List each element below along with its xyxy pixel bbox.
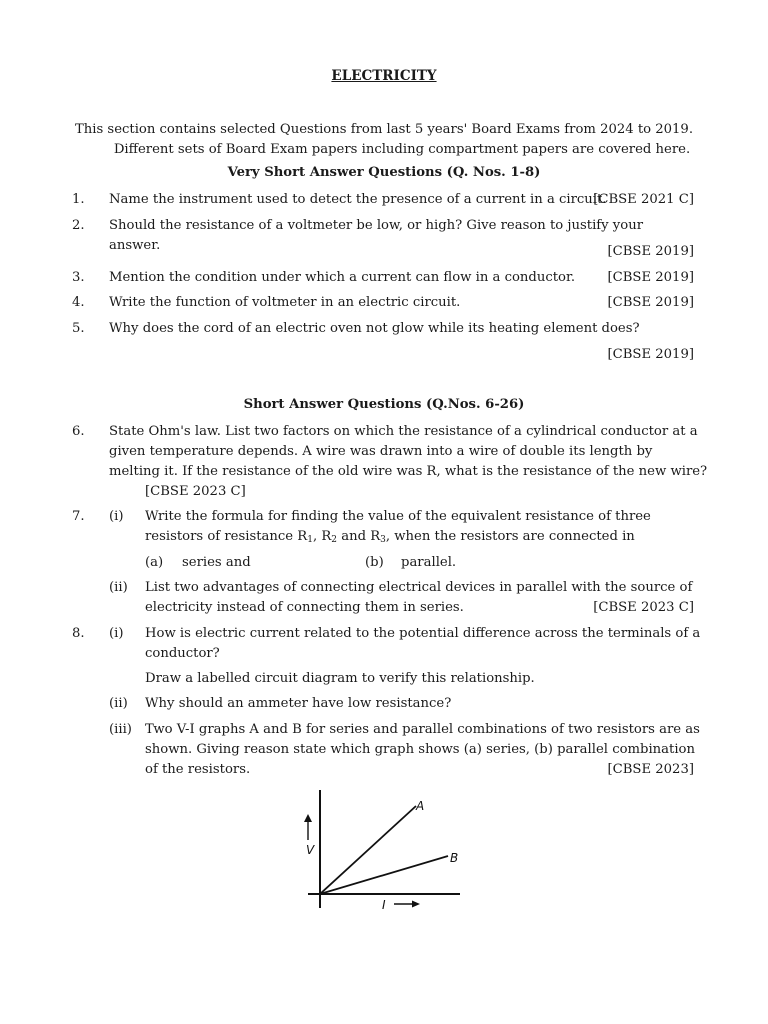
- question-line: Draw a labelled circuit diagram to verify this relationship.: [145, 671, 535, 686]
- question-5: [72, 319, 696, 365]
- exam-tag: [CBSE 2021 C]: [593, 192, 694, 207]
- option-text: parallel.: [401, 555, 457, 570]
- question-number: 4.: [72, 295, 85, 310]
- v-axis-label: V: [306, 843, 315, 857]
- i-arrow-head: [412, 901, 420, 908]
- section-heading-very-short: Very Short Answer Questions (Q. Nos. 1-8): [227, 165, 541, 180]
- text-segment: and R: [337, 529, 381, 544]
- question-2: [72, 216, 696, 262]
- sub-question-label: (ii): [109, 580, 128, 595]
- exam-tag: [CBSE 2019]: [607, 347, 694, 362]
- question-line: Write the formula for finding the value of the equivalent resistance of three: [145, 509, 651, 524]
- sub-question-text: [145, 624, 701, 689]
- exam-tag: [CBSE 2019]: [607, 244, 694, 259]
- page-title: ELECTRICITY: [331, 68, 437, 84]
- sub-question-label: (ii): [109, 696, 128, 711]
- question-line: State Ohm's law. List two factors on which the resistance of a cylindrical conductor at a: [109, 424, 698, 439]
- question-number: 5.: [72, 321, 85, 336]
- question-7: [72, 507, 696, 617]
- question-line: How is electric current related to the potential difference across the terminals of a: [145, 626, 701, 641]
- exam-tag: [CBSE 2023 C]: [593, 600, 694, 615]
- text-segment: , when the resistors are connected in: [385, 529, 635, 544]
- option-row: [145, 553, 545, 573]
- intro-line-2: Different sets of Board Exam papers including compartment papers are covered here.: [113, 142, 691, 157]
- vi-graph-diagram: [300, 784, 472, 914]
- question-3: [72, 268, 696, 288]
- i-axis-label: I: [382, 898, 386, 912]
- sub-question-text: Why should an ammeter have low resistance?: [145, 696, 452, 711]
- v-arrow-head: [304, 814, 312, 822]
- question-number: 6.: [72, 424, 85, 439]
- question-text: Name the instrument used to detect the presence of a current in a circuit.: [109, 192, 607, 207]
- option-label: (a): [145, 555, 164, 570]
- question-number: 8.: [72, 626, 85, 641]
- sub-question-label: (i): [109, 626, 124, 641]
- question-line: shown. Giving reason state which graph shows (a) series, (b) parallel combination: [145, 742, 695, 757]
- question-text: Mention the condition under which a current can flow in a conductor.: [109, 270, 576, 285]
- question-text: Why does the cord of an electric oven not glow while its heating element does?: [109, 321, 640, 336]
- line-b-label: B: [450, 851, 459, 865]
- question-8: [72, 624, 701, 784]
- question-number: 1.: [72, 192, 85, 207]
- option-label: (b): [365, 555, 384, 570]
- question-line: [145, 527, 696, 548]
- question-text: Write the function of voltmeter in an electric circuit.: [109, 295, 461, 310]
- question-1: [72, 190, 696, 210]
- exam-tag: [CBSE 2023 C]: [145, 484, 246, 499]
- question-line: of the resistors.: [145, 762, 251, 777]
- question-text: Should the resistance of a voltmeter be low, or high? Give reason to justify your answer.: [109, 218, 643, 253]
- sub-question-label: (i): [109, 509, 124, 524]
- question-6: [72, 422, 708, 504]
- question-line: given temperature depends. A wire was drawn into a wire of double its length by: [109, 444, 653, 459]
- question-number: 7.: [72, 509, 85, 524]
- question-line: melting it. If the resistance of the old wire was R, what is the resistance of the new wire?: [109, 464, 708, 479]
- line-a-label: A: [416, 799, 425, 813]
- exam-tag: [CBSE 2019]: [607, 270, 694, 285]
- subscript: 3: [380, 535, 386, 545]
- question-text: [109, 422, 708, 502]
- sub-question-text: [145, 507, 696, 548]
- subscript: 2: [331, 535, 338, 545]
- line-b: [320, 856, 448, 894]
- question-line: conductor?: [145, 646, 220, 661]
- exam-tag: [CBSE 2023]: [607, 762, 694, 777]
- text-segment: , R: [312, 529, 332, 544]
- question-line: electricity instead of connecting them in series.: [145, 600, 464, 615]
- question-line: List two advantages of connecting electrical devices in parallel with the source of: [145, 580, 693, 595]
- question-number: 2.: [72, 218, 85, 233]
- intro-line-1: This section contains selected Questions from last 5 years' Board Exams from 2024 to 2019.: [74, 122, 694, 137]
- question-line: Two V-I graphs A and B for series and parallel combinations of two resistors are as: [145, 722, 700, 737]
- exam-tag: [CBSE 2019]: [607, 295, 694, 310]
- option-text: series and: [182, 555, 251, 570]
- line-a: [320, 806, 416, 894]
- subscript: 1: [307, 535, 313, 545]
- text-segment: resistors of resistance R: [145, 529, 308, 544]
- question-number: 3.: [72, 270, 85, 285]
- sub-question-label: (iii): [109, 722, 132, 737]
- question-4: [72, 293, 696, 313]
- section-heading-short: Short Answer Questions (Q.Nos. 6-26): [243, 397, 525, 412]
